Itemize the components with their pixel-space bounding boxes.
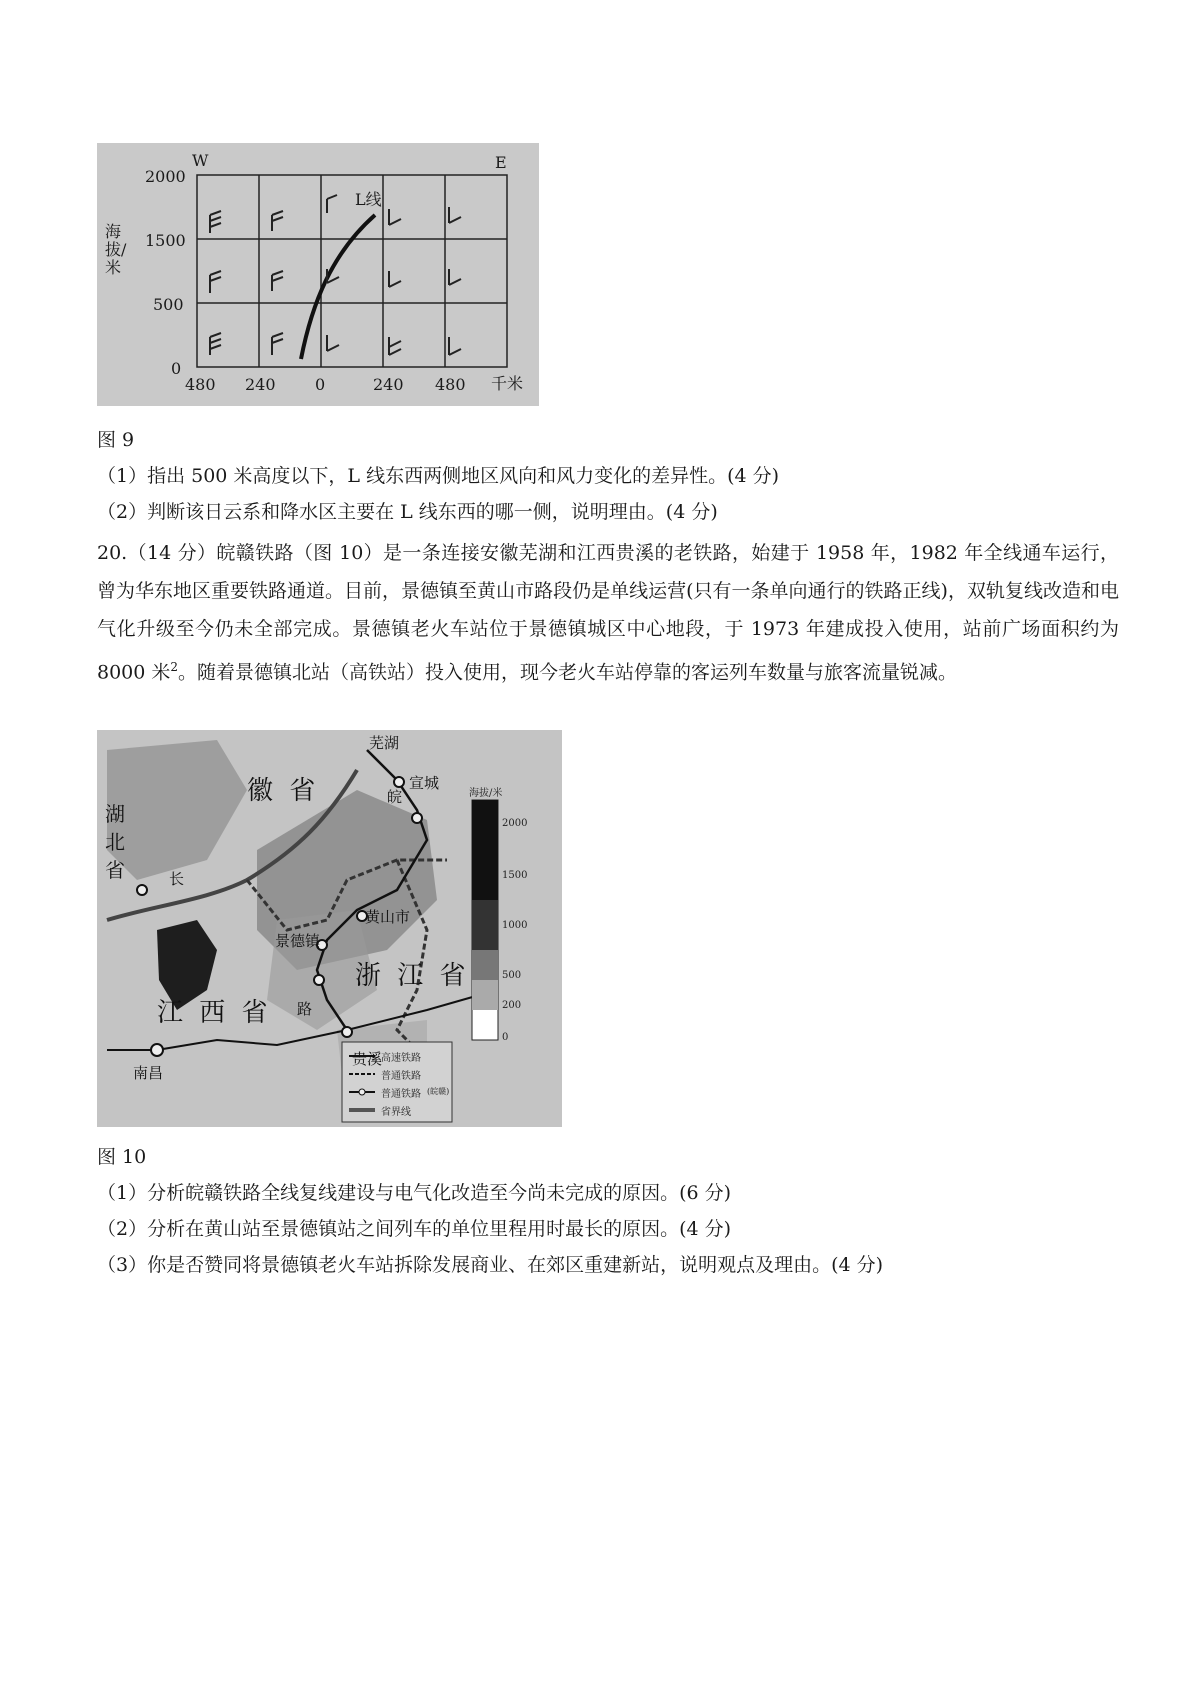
- x-unit: 千米: [491, 374, 524, 393]
- figure-10-caption: 图 10: [97, 1146, 147, 1168]
- x-tick-0: 0: [315, 375, 326, 394]
- anhui-province-label: 徽 省: [247, 776, 320, 806]
- y-axis-label: 海拔/米: [105, 222, 127, 277]
- nanchang-label: 南昌: [133, 1064, 164, 1082]
- wuhu-label: 芜湖: [369, 734, 400, 752]
- guixi-label: 贵溪: [352, 1050, 383, 1068]
- legend-high-speed-rail: 高速铁路: [381, 1053, 421, 1064]
- wind-barbs-east: [327, 195, 461, 355]
- question-20-2: （2）分析在黄山站至景德镇站之间列车的单位里程用时最长的原因。(4 分): [97, 1218, 732, 1240]
- figure-9: [97, 143, 539, 406]
- x-tick-480w: 480: [185, 375, 216, 394]
- q20-intro-text: 20.（14 分）皖赣铁路（图 10）是一条连接安徽芜湖和江西贵溪的老铁路，始建于 1958 年，1982 年全线通车运行，曾为华东地区重要铁路通道。目前，景德镇至黄山市路段仍是单线运营(只有一条单向通行的铁路正线)，双轨复线改造和电气化升级至今仍未全部完成。景德镇老火车站位于景德镇城区中心地段，于 1973 年建成投入使用，站前广场面积约为 8000 米: [97, 542, 1119, 684]
- question-19-2: （2）判断该日云系和降水区主要在 L 线东西的哪一侧，说明理由。(4 分): [97, 501, 718, 523]
- figure-10: [97, 730, 562, 1127]
- x-tick-240e: 240: [373, 375, 404, 394]
- huangshan-label: 黄山市: [365, 908, 411, 926]
- x-tick-480e: 480: [435, 375, 466, 394]
- figure-9-caption: 图 9: [97, 429, 135, 451]
- y-tick-0: 0: [171, 359, 182, 378]
- elev-tick-200: 200: [502, 1000, 522, 1011]
- y-tick-2000: 2000: [145, 167, 186, 186]
- l-line: [301, 215, 375, 359]
- elev-tick-500: 500: [502, 970, 522, 981]
- elev-tick-2000: 2000: [502, 818, 528, 829]
- question-19-1: （1）指出 500 米高度以下，L 线东西两侧地区风向和风力变化的差异性。(4 分): [97, 465, 780, 487]
- elev-tick-1000: 1000: [502, 920, 528, 931]
- legend-note: (皖赣): [427, 1087, 450, 1096]
- wan-label: 皖: [387, 788, 403, 806]
- zhejiang-province-label: 浙 江 省: [355, 961, 470, 991]
- jingdezhen-label: 景德镇: [275, 932, 321, 950]
- xuancheng-label: 宣城: [409, 774, 440, 792]
- jiangxi-province-label: 江 西 省: [157, 998, 272, 1028]
- yangtze-river-label: 长: [169, 870, 185, 888]
- legend-ordinary-rail-wangan: 普通铁路: [381, 1089, 421, 1100]
- west-label: W: [192, 151, 209, 170]
- q20-intro-tail: 。随着景德镇北站（高铁站）投入使用，现今老火车站停靠的客运列车数量与旅客流量锐减。: [178, 661, 958, 684]
- wind-barbs-west: [210, 211, 283, 355]
- y-tick-1500: 1500: [145, 231, 186, 250]
- elev-tick-1500: 1500: [502, 870, 528, 881]
- y-tick-500: 500: [153, 295, 184, 314]
- legend-ordinary-rail: 普通铁路: [381, 1071, 421, 1082]
- l-line-label: L线: [355, 190, 382, 209]
- x-tick-240w: 240: [245, 375, 276, 394]
- lu-label: 路: [297, 1000, 313, 1018]
- elev-tick-0: 0: [502, 1032, 509, 1043]
- east-label: E: [495, 153, 507, 172]
- legend-province-border: 省界线: [381, 1107, 411, 1118]
- question-20-intro: [97, 534, 1119, 691]
- hubei-province-label: 湖 北 省: [105, 802, 125, 882]
- question-20-3: （3）你是否赞同将景德镇老火车站拆除发展商业、在郊区重建新站，说明观点及理由。(4 分): [97, 1254, 884, 1276]
- elevation-title: 海拔/米: [469, 788, 503, 799]
- question-20-1: （1）分析皖赣铁路全线复线建设与电气化改造至今尚未完成的原因。(6 分): [97, 1182, 732, 1204]
- q20-superscript: 2: [170, 660, 179, 674]
